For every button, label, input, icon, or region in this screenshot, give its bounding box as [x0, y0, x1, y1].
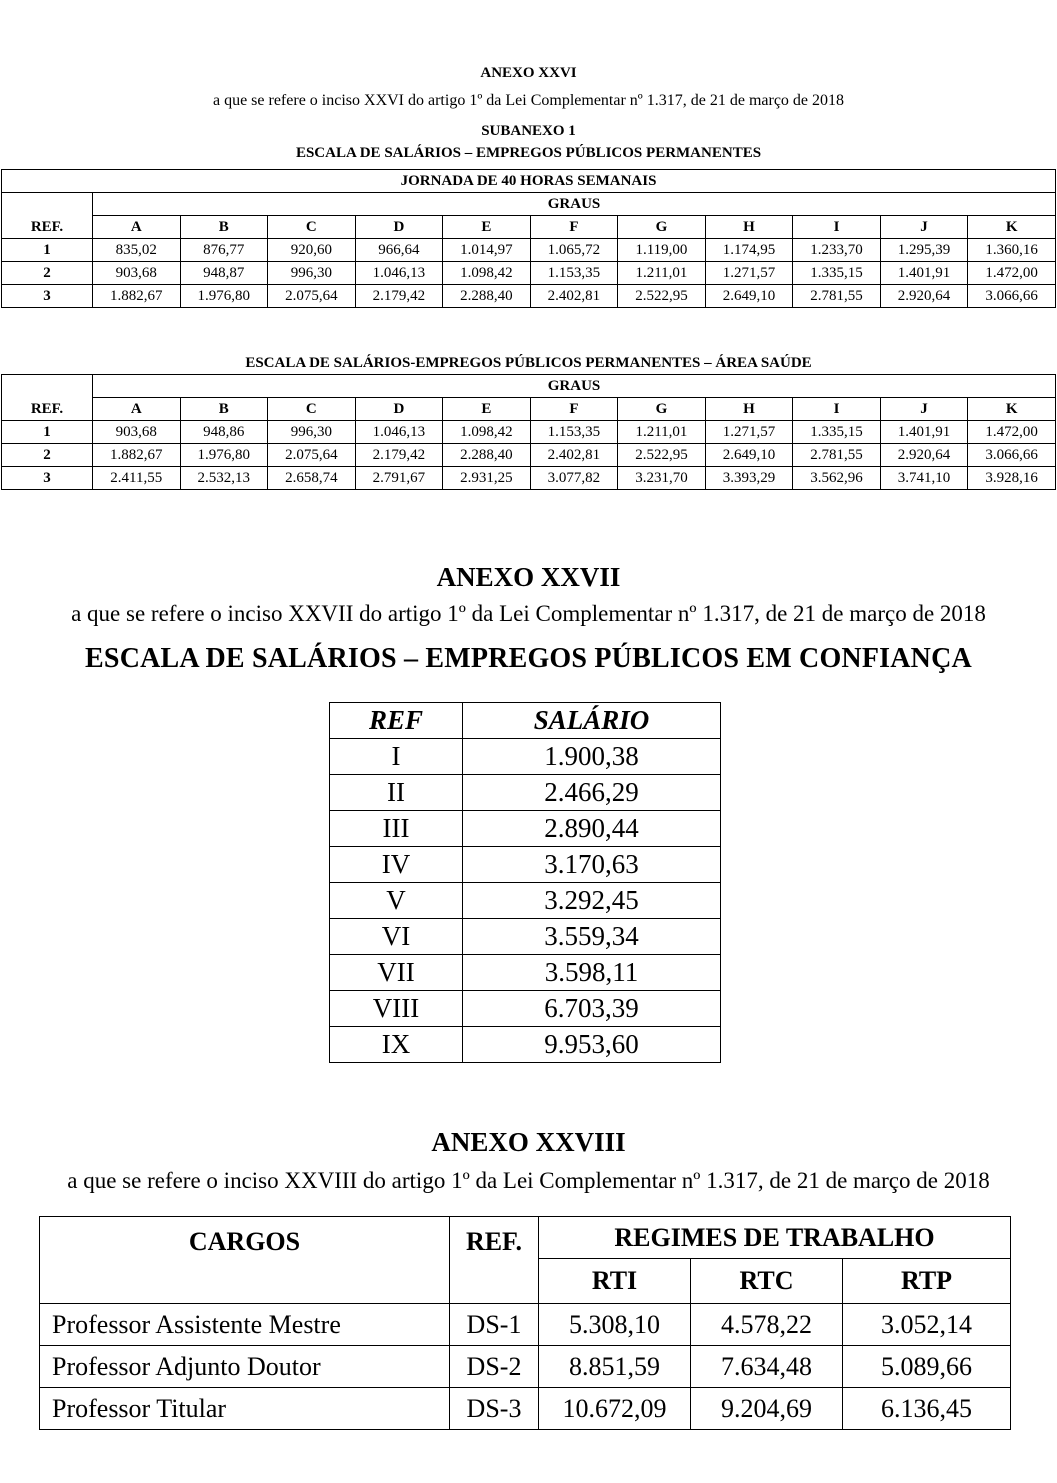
salary-cell: 3.741,10 [880, 467, 968, 490]
grade-header-b: B [180, 216, 268, 239]
salary-cell: 2.890,44 [463, 811, 721, 847]
cargo-cell: Professor Titular [40, 1388, 450, 1430]
rtp-cell: 3.052,14 [843, 1304, 1011, 1346]
rtp-cell: 5.089,66 [843, 1346, 1011, 1388]
cargos-header: CARGOS [40, 1217, 450, 1304]
salary-cell: 2.920,64 [880, 444, 968, 467]
grade-header-a: A [93, 398, 181, 421]
salary-cell: 2.402,81 [530, 285, 618, 308]
salary-cell: 2.649,10 [705, 285, 793, 308]
salary-header: SALÁRIO [463, 703, 721, 739]
salary-cell: 2.781,55 [793, 444, 881, 467]
cargo-cell: Professor Assistente Mestre [40, 1304, 450, 1346]
salary-cell: 1.882,67 [93, 285, 181, 308]
ref-cell: II [330, 775, 463, 811]
salary-cell: 3.598,11 [463, 955, 721, 991]
annex26-scale-title: ESCALA DE SALÁRIOS – EMPREGOS PÚBLICOS PERMANENTES [295, 145, 762, 161]
annex26-title: ANEXO XXVI [480, 65, 577, 81]
grade-header-row [2, 216, 1056, 239]
salary-cell: 2.288,40 [443, 285, 531, 308]
ref-header: REF. [450, 1217, 539, 1304]
grade-header-row [2, 398, 1056, 421]
grade-header-j: J [880, 398, 968, 421]
salary-cell: 876,77 [180, 239, 268, 262]
annex27-subtitle: a que se refere o inciso XXVII do artigo 1º da Lei Complementar nº 1.317, de 21 de março de 2018 [71, 601, 986, 626]
cargo-cell: Professor Adjunto Doutor [40, 1346, 450, 1388]
salary-cell: 6.703,39 [463, 991, 721, 1027]
salary-cell: 3.292,45 [463, 883, 721, 919]
salary-cell: 2.649,10 [705, 444, 793, 467]
table-row [330, 883, 721, 919]
rti-header: RTI [539, 1259, 691, 1304]
salary-cell: 948,86 [180, 421, 268, 444]
grade-header-i: I [793, 216, 881, 239]
table-row [330, 919, 721, 955]
salary-cell: 1.472,00 [968, 421, 1056, 444]
annex27-title: ANEXO XXVII [436, 562, 621, 592]
salary-cell: 2.411,55 [93, 467, 181, 490]
salary-cell: 1.976,80 [180, 444, 268, 467]
ref-cell: DS-3 [450, 1388, 539, 1430]
salary-cell: 1.401,91 [880, 262, 968, 285]
table-row [330, 1027, 721, 1063]
salary-cell: 1.976,80 [180, 285, 268, 308]
salary-cell: 3.559,34 [463, 919, 721, 955]
table-row [40, 1388, 1011, 1430]
ref-header: REF. [2, 375, 93, 421]
rtp-header: RTP [843, 1259, 1011, 1304]
table-row [40, 1304, 1011, 1346]
grade-header-d: D [355, 216, 443, 239]
ref-cell: 2 [2, 444, 93, 467]
rtc-cell: 7.634,48 [691, 1346, 843, 1388]
table-row [2, 467, 1056, 490]
salary-cell: 2.075,64 [268, 444, 356, 467]
table-row [330, 739, 721, 775]
salary-cell: 1.098,42 [443, 421, 531, 444]
salary-cell: 1.046,13 [355, 262, 443, 285]
rtc-cell: 9.204,69 [691, 1388, 843, 1430]
salary-cell: 996,30 [268, 262, 356, 285]
ref-cell: IV [330, 847, 463, 883]
table-row [40, 1346, 1011, 1388]
grade-header-f: F [530, 216, 618, 239]
table-row [330, 811, 721, 847]
salary-cell: 1.065,72 [530, 239, 618, 262]
salary-cell: 2.920,64 [880, 285, 968, 308]
salary-cell: 1.335,15 [793, 421, 881, 444]
grade-header-a: A [93, 216, 181, 239]
grade-header-e: E [443, 216, 531, 239]
rti-cell: 8.851,59 [539, 1346, 691, 1388]
ref-cell: 3 [2, 285, 93, 308]
professor-salary-table [39, 1216, 1011, 1430]
grade-header-i: I [793, 398, 881, 421]
table-row [330, 775, 721, 811]
regimes-header: REGIMES DE TRABALHO [539, 1217, 1011, 1259]
salary-cell: 3.928,16 [968, 467, 1056, 490]
salary-cell: 835,02 [93, 239, 181, 262]
salary-cell: 2.522,95 [618, 285, 706, 308]
salary-cell: 1.153,35 [530, 421, 618, 444]
salary-cell: 3.562,96 [793, 467, 881, 490]
grade-header-h: H [705, 216, 793, 239]
ref-header: REF [330, 703, 463, 739]
annex28-subtitle: a que se refere o inciso XXVIII do artigo 1º da Lei Complementar nº 1.317, de 21 de março de 2018 [67, 1168, 990, 1193]
ref-cell: VIII [330, 991, 463, 1027]
grade-header-k: K [968, 398, 1056, 421]
graus-header: GRAUS [93, 193, 1056, 216]
ref-cell: 3 [2, 467, 93, 490]
salary-cell: 1.046,13 [355, 421, 443, 444]
annex27-scale-title: ESCALA DE SALÁRIOS – EMPREGOS PÚBLICOS EM CONFIANÇA [85, 643, 972, 674]
ref-cell: V [330, 883, 463, 919]
ref-cell: IX [330, 1027, 463, 1063]
salary-cell: 903,68 [93, 262, 181, 285]
grade-header-f: F [530, 398, 618, 421]
salary-cell: 1.472,00 [968, 262, 1056, 285]
salary-cell: 1.882,67 [93, 444, 181, 467]
salary-cell: 2.075,64 [268, 285, 356, 308]
grade-header-k: K [968, 216, 1056, 239]
health-scale-title: ESCALA DE SALÁRIOS-EMPREGOS PÚBLICOS PERMANENTES – ÁREA SAÚDE [245, 355, 812, 371]
salary-cell: 2.179,42 [355, 444, 443, 467]
annex28-title: ANEXO XXVIII [431, 1127, 626, 1157]
salary-cell: 3.393,29 [705, 467, 793, 490]
ref-cell: DS-1 [450, 1304, 539, 1346]
table-row [330, 991, 721, 1027]
annex26-subannex: SUBANEXO 1 [481, 123, 576, 139]
grade-header-c: C [268, 216, 356, 239]
rti-cell: 5.308,10 [539, 1304, 691, 1346]
salary-cell: 2.658,74 [268, 467, 356, 490]
salary-cell: 3.170,63 [463, 847, 721, 883]
grade-header-j: J [880, 216, 968, 239]
salary-cell: 2.532,13 [180, 467, 268, 490]
salary-cell: 920,60 [268, 239, 356, 262]
grade-header-c: C [268, 398, 356, 421]
grade-header-g: G [618, 216, 706, 239]
salary-cell: 1.153,35 [530, 262, 618, 285]
salary-cell: 996,30 [268, 421, 356, 444]
salary-cell: 2.791,67 [355, 467, 443, 490]
ref-cell: VII [330, 955, 463, 991]
ref-cell: 2 [2, 262, 93, 285]
ref-cell: I [330, 739, 463, 775]
salary-cell: 1.271,57 [705, 262, 793, 285]
salary-cell: 948,87 [180, 262, 268, 285]
ref-cell: 1 [2, 421, 93, 444]
salary-cell: 9.953,60 [463, 1027, 721, 1063]
salary-cell: 1.271,57 [705, 421, 793, 444]
salary-cell: 2.288,40 [443, 444, 531, 467]
salary-cell: 1.401,91 [880, 421, 968, 444]
salary-cell: 1.174,95 [705, 239, 793, 262]
confidence-salary-table [329, 702, 721, 1063]
salary-cell: 1.335,15 [793, 262, 881, 285]
grade-header-g: G [618, 398, 706, 421]
salary-cell: 966,64 [355, 239, 443, 262]
salary-cell: 2.522,95 [618, 444, 706, 467]
salary-cell: 1.098,42 [443, 262, 531, 285]
table-row [2, 285, 1056, 308]
table-row [2, 262, 1056, 285]
ref-cell: III [330, 811, 463, 847]
rtc-header: RTC [691, 1259, 843, 1304]
salary-cell: 2.931,25 [443, 467, 531, 490]
salary-cell: 903,68 [93, 421, 181, 444]
rti-cell: 10.672,09 [539, 1388, 691, 1430]
grade-header-h: H [705, 398, 793, 421]
table-row [330, 847, 721, 883]
rtp-cell: 6.136,45 [843, 1388, 1011, 1430]
graus-header: GRAUS [93, 375, 1056, 398]
ref-cell: DS-2 [450, 1346, 539, 1388]
salary-cell: 3.066,66 [968, 285, 1056, 308]
annex26-subtitle: a que se refere o inciso XXVI do artigo 1º da Lei Complementar nº 1.317, de 21 de março de 2018 [212, 92, 845, 109]
grade-header-d: D [355, 398, 443, 421]
table-row [2, 239, 1056, 262]
salary-cell: 1.211,01 [618, 262, 706, 285]
grade-header-e: E [443, 398, 531, 421]
salary-cell: 3.231,70 [618, 467, 706, 490]
salary-cell: 1.211,01 [618, 421, 706, 444]
salary-cell: 3.066,66 [968, 444, 1056, 467]
salary-cell: 1.233,70 [793, 239, 881, 262]
journey-header: JORNADA DE 40 HORAS SEMANAIS [2, 170, 1056, 193]
permanent-salary-table [1, 169, 1056, 308]
salary-cell: 1.014,97 [443, 239, 531, 262]
salary-cell: 2.466,29 [463, 775, 721, 811]
salary-cell: 1.900,38 [463, 739, 721, 775]
salary-cell: 2.402,81 [530, 444, 618, 467]
rtc-cell: 4.578,22 [691, 1304, 843, 1346]
ref-cell: VI [330, 919, 463, 955]
ref-cell: 1 [2, 239, 93, 262]
salary-cell: 1.119,00 [618, 239, 706, 262]
grade-header-b: B [180, 398, 268, 421]
table-row [330, 955, 721, 991]
ref-header: REF. [2, 193, 93, 239]
table-row [2, 421, 1056, 444]
salary-cell: 1.360,16 [968, 239, 1056, 262]
health-salary-table [1, 374, 1056, 490]
table-row [2, 444, 1056, 467]
salary-cell: 2.179,42 [355, 285, 443, 308]
salary-cell: 3.077,82 [530, 467, 618, 490]
salary-cell: 2.781,55 [793, 285, 881, 308]
salary-cell: 1.295,39 [880, 239, 968, 262]
